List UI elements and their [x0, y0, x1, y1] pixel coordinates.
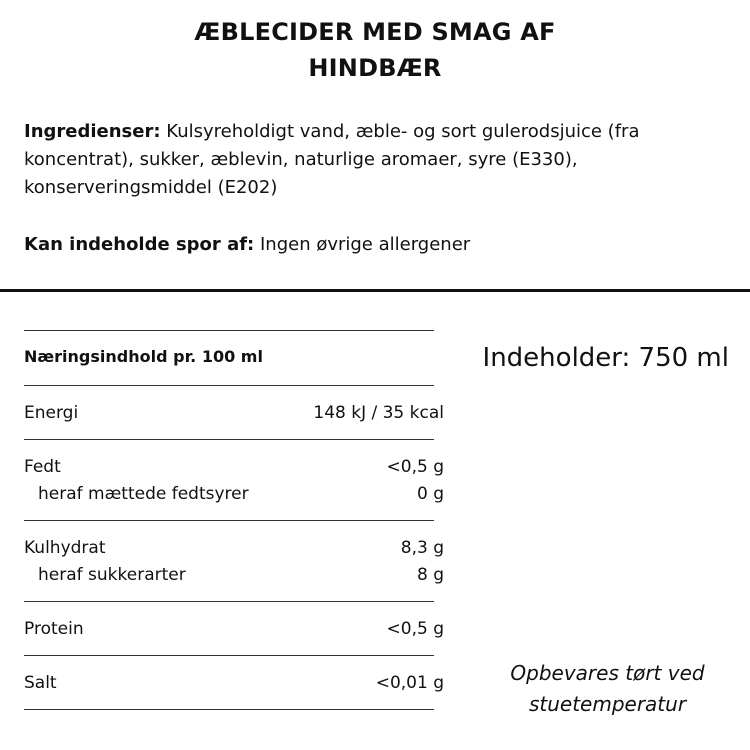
allergens-section [24, 231, 724, 259]
storage-line-1: Opbevares tørt ved [510, 661, 705, 685]
nutrient-value: 148 kJ / 35 kcal [313, 403, 444, 423]
nutrient-sub-value: 0 g [416, 484, 444, 504]
allergens-label: Kan indeholde spor af: [24, 234, 255, 255]
nutrient-value: <0,5 g [386, 619, 444, 639]
product-title-line-1: ÆBLECIDER MED SMAG AF [194, 18, 556, 46]
table-rule [24, 709, 434, 710]
nutrition-row-protein [24, 602, 444, 655]
nutrient-sub-label: heraf mættede fedtsyrer [38, 484, 249, 504]
nutrition-row-energy [24, 386, 444, 439]
nutrient-sub-label: heraf sukkerarter [38, 565, 186, 585]
nutrient-label: Energi [24, 403, 79, 423]
nutrition-row-salt [24, 656, 444, 709]
storage-line-2: stuetemperatur [528, 692, 687, 716]
volume-contents: Indeholder: 750 ml [482, 343, 729, 373]
nutrition-row-fat [24, 440, 444, 520]
nutrient-sub-value: 8 g [416, 565, 444, 585]
ingredients-section [24, 118, 714, 202]
nutrition-table [24, 330, 444, 710]
nutrient-label: Fedt [24, 457, 61, 477]
nutrient-label: Protein [24, 619, 84, 639]
nutrition-header-row [24, 331, 444, 385]
nutrient-value: 8,3 g [400, 538, 444, 558]
storage-instructions [480, 658, 735, 720]
product-title [0, 14, 750, 86]
product-title-line-2: HINDBÆR [308, 54, 442, 82]
nutrition-row-carbohydrate [24, 521, 444, 601]
allergens-text: Ingen øvrige allergener [254, 234, 471, 255]
nutrient-value: <0,5 g [386, 457, 444, 477]
section-divider [0, 289, 750, 292]
nutrient-value: <0,01 g [375, 673, 444, 693]
nutrient-label: Kulhydrat [24, 538, 106, 558]
ingredients-label: Ingredienser: [24, 121, 161, 142]
nutrient-label: Salt [24, 673, 57, 693]
ingredients-text: Kulsyreholdigt vand, æble- og sort gulerodsjuice (fra koncentrat), sukker, æblevin, naturlige aromaer, syre (E330), konserveringsmiddel (E202) [24, 121, 640, 198]
nutrition-header: Næringsindhold pr. 100 ml [24, 347, 263, 366]
